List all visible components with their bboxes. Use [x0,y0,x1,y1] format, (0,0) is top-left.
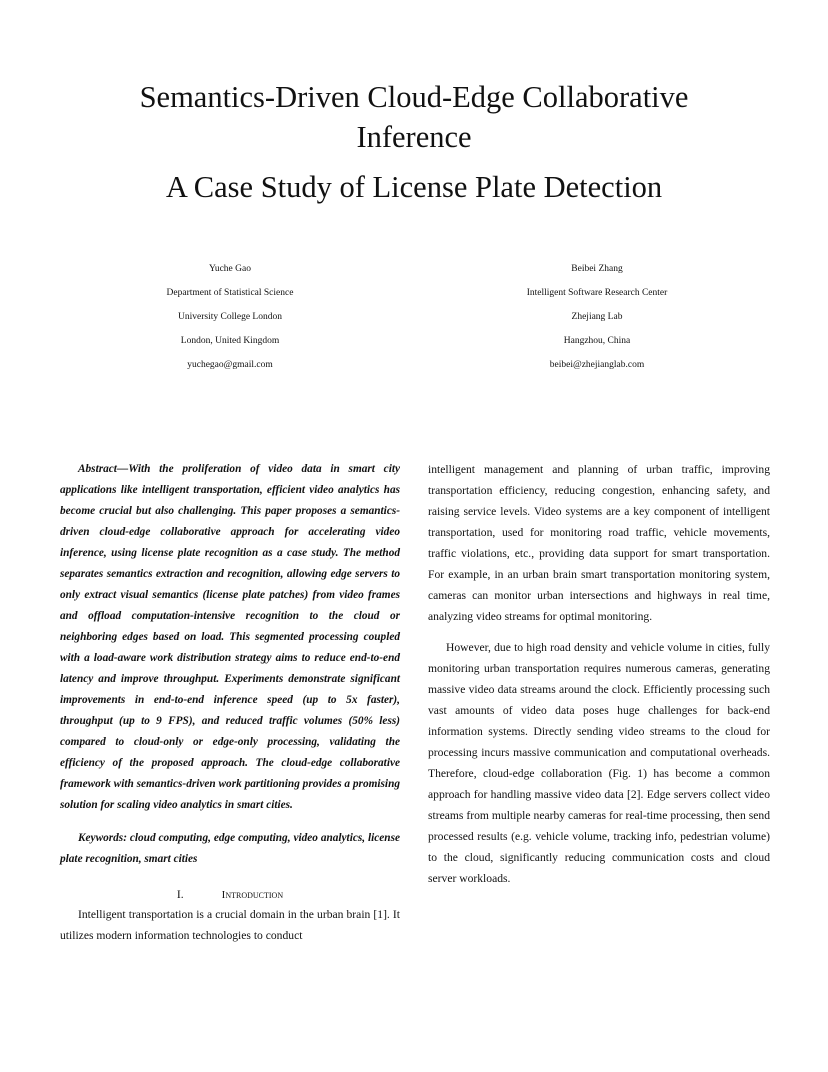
abstract-label: Abstract— [78,463,129,475]
right-column [428,459,770,889]
author-email: yuchegao@gmail.com [187,360,273,370]
section-heading [60,886,400,904]
author-email: beibei@zhejianglab.com [549,360,645,370]
keywords-label: Keywords: [78,832,130,844]
paper-subtitle: A Case Study of License Plate Detection [165,170,663,204]
author-department: Intelligent Software Research Center [526,288,668,298]
abstract-text: With the proliferation of video data in smart city applications like intelligent transportation, efficient video analytics has become crucial but also challenging. This paper proposes a semantics-driven cloud-edge collaborative approach for accelerating video inference, using license plate recognition as a case study. The method separates semantics extraction and recognition, allowing edge servers to only extract visual semantics (license plate patches) from video frames and offload computation-intensive recognition to the cloud or neighboring edges based on load. This segmented processing coupled with a load-aware work distribution strategy aims to reduce end-to-end latency and improve throughput. Experiments demonstrate significant improvements in end-to-end inference speed (up to 5x faster), throughput (up to 9 FPS), and reduced traffic volumes (50% less) compared to cloud-only or edge-only processing, validating the efficiency of the proposed approach. The cloud-edge collaborative framework with semantics-driven work partitioning provides a promising solution for scaling video analytics in smart cities. [60,463,400,811]
author-institution: University College London [178,312,282,322]
intro-paragraph-2: However, due to high road density and vehicle volume in cities, fully monitoring urban transportation requires numerous cameras, generating massive video data streams around the clock. Efficiently processing such vast amounts of video data poses huge challenges for back-end information systems. Directly sending video streams to the cloud for processing incurs massive communication and computational overheads. Therefore, cloud-edge collaboration (Fig. 1) has become a common approach for handling massive video data [2]. Edge servers collect video streams from multiple nearby cameras for real-time processing, then send processed results (e.g. vehicle volume, tracking info, pedestrian volume) to the cloud, significantly reducing communication costs and cloud server workloads. [428,641,770,885]
author-block [80,263,380,383]
author-block [447,263,747,383]
author-name: Beibei Zhang [571,264,623,274]
intro-paragraph-continued: intelligent management and planning of urban traffic, improving transportation efficiency, reducing congestion, enhancing safety, and raising service levels. Video systems are a key component of intelligent transportation, used for monitoring road traffic, vehicle movements, traffic violations, etc., providing data support for smart transportation. For example, in an urban brain smart transportation monitoring system, cameras can monitor urban intersections and highways in real time, analyzing video streams for optimal monitoring. [428,463,770,623]
left-column [60,459,400,946]
author-location: London, United Kingdom [180,336,280,346]
section-number: I. [176,888,184,901]
author-name: Yuche Gao [209,264,251,274]
paper-title-line-1: Semantics-Driven Cloud-Edge Collaborative [139,80,689,114]
keywords [60,828,400,870]
section-title: Introduction [221,889,284,901]
abstract [60,459,400,816]
paper-title-line-2: Inference [356,120,472,154]
author-location: Hangzhou, China [563,336,631,346]
intro-paragraph-start: Intelligent transportation is a crucial domain in the urban brain [1]. It utilizes modern information technologies to conduct [60,908,400,942]
author-institution: Zhejiang Lab [571,312,623,322]
author-department: Department of Statistical Science [166,288,294,298]
keywords-text: cloud computing, edge computing, video analytics, license plate recognition, smart cities [60,832,400,865]
